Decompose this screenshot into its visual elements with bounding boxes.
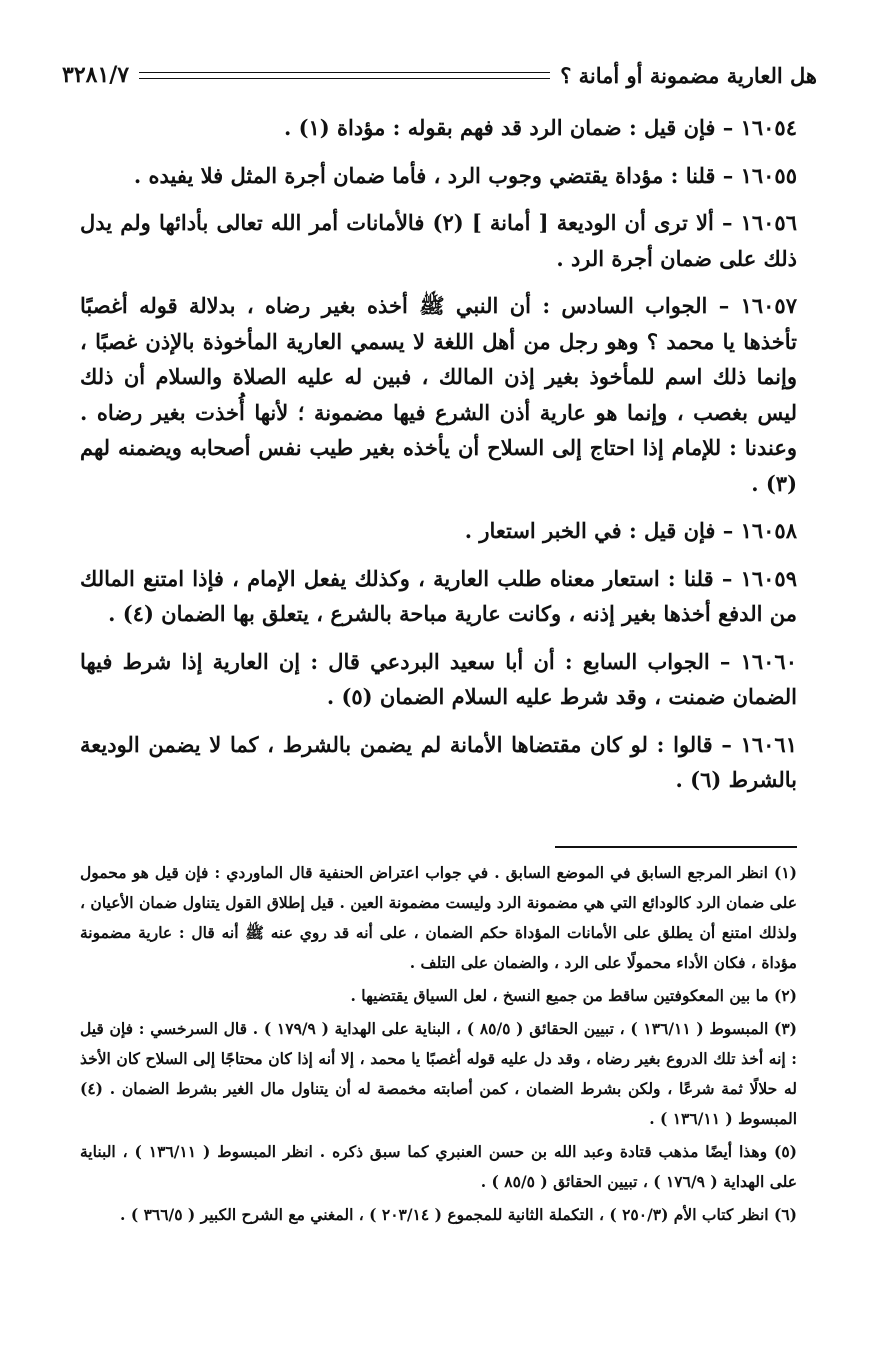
- paragraph-text: – قلنا : مؤداة يقتضي وجوب الرد ، فأما ضمان أجرة المثل فلا يفيده .: [133, 162, 741, 188]
- paragraph-16061: [80, 727, 797, 798]
- running-header: [62, 58, 817, 92]
- footnote-5: (٥) وهذا أيضًا مذهب قتادة وعبد الله بن حسن العنبري كما سبق ذكره . انظر المبسوط ( ١٣٦/١١ ) ، البناية على الهداية ( ١٧٦/٩ ) ، تبيين الحقائق ( ٨٥/٥ ) .: [80, 1142, 797, 1191]
- paragraph-number: ١٦٠٥٩: [740, 565, 797, 591]
- page-number: ٣٢٨١/٧: [62, 62, 130, 88]
- paragraph-16059: [80, 561, 797, 632]
- paragraph-number: ١٦٠٥٥: [740, 162, 797, 188]
- footnote-1: (١) انظر المرجع السابق في الموضع السابق . في جواب اعتراض الحنفية قال الماوردي : فإن قيل هو محمول على ضمان الرد كالودائع التي هي مضمونة الرد وليست مضمونة العين . قيل إطلاق القول يتناول ضمان الأعيان ، ولذلك امتنع أن يطلق على الأمانات المؤداة حكم الضمان ، على أنه قد روي عنه ﷺ أنه قال : عارية مضمونة مؤداة ، فكان الأداء محمولًا على الرد ، والضمان على التلف .: [80, 863, 797, 972]
- paragraph-16060: [80, 644, 797, 715]
- paragraph-16056: [80, 205, 797, 276]
- paragraph-number: ١٦٠٦١: [740, 731, 797, 757]
- paragraph-number: ١٦٠٥٤: [740, 115, 797, 140]
- paragraph-text: – فإن قيل : ضمان الرد قد فهم بقوله : مؤداة (١) .: [283, 115, 741, 140]
- footnote-3: (٣) المبسوط ( ١٣٦/١١ ) ، تبيين الحقائق ( ٨٥/٥ ) ، البناية على الهداية ( ١٧٩/٩ ) . قال السرخسي : فإن قيل : إنه أخذ تلك الدروع بغير رضاه ، وقد دل عليه قوله أغصبًا يا محمد ، إلا أنه إذا كان محتاجًا إلى السلاح كان الأخذ له حلالًا ثمة شرعًا ، ولكن بشرط الضمان ، كمن أصابته مخمصة له أن يتناول مال الغير بشرط الضمان . (٤) المبسوط ( ١٣٦/١١ ) .: [80, 1019, 798, 1128]
- paragraph-text: – قالوا : لو كان مقتضاها الأمانة لم يضمن بالشرط ، كما لا يضمن الوديعة بالشرط (٦) .: [80, 731, 797, 792]
- paragraph-text: – الجواب السابع : أن أبا سعيد البردعي قال : إن العارية إذا شرط فيها الضمان ضمنت ، وقد شرط عليه السلام الضمان (٥) .: [80, 648, 797, 709]
- chapter-title: هل العارية مضمونة أو أمانة ؟: [560, 62, 817, 88]
- footnote-separator: [555, 846, 797, 848]
- header-rule: [139, 72, 550, 79]
- footnotes: [80, 858, 797, 1233]
- paragraph-number: ١٦٠٥٧: [740, 293, 797, 318]
- paragraph-16057: [80, 288, 797, 501]
- paragraph-text: – قلنا : استعار معناه طلب العارية ، وكذلك يفعل الإمام ، فإذا امتنع المالك من الدفع أخذها بغير إذنه ، وكانت عارية مباحة بالشرع ، يتعلق بها الضمان (٤) .: [80, 565, 797, 626]
- paragraph-16055: [80, 158, 797, 194]
- footnote-2: (٢) ما بين المعكوفتين ساقط من جميع النسخ ، لعل السياق يقتضيها .: [350, 986, 797, 1005]
- footnote-6: (٦) انظر كتاب الأم (٢٥٠/٣ ) ، التكملة الثانية للمجموع ( ٢٠٣/١٤ ) ، المغني مع الشرح الكبير ( ٣٦٦/٥ ) .: [120, 1205, 797, 1224]
- paragraph-number: ١٦٠٦٠: [740, 648, 797, 674]
- paragraph-16058: [80, 513, 797, 549]
- main-text: [80, 110, 797, 810]
- paragraph-16054: [80, 110, 797, 146]
- paragraph-text: – فإن قيل : في الخبر استعار .: [464, 518, 741, 543]
- paragraph-text: – الجواب السادس : أن النبي ﷺ أخذه بغير رضاه ، بدلالة قوله أغصبًا تأخذها يا محمد ؟ وهو رجل من أهل اللغة لا يسمي العارية المأخوذة بالإذن غصبًا ، وإنما ذلك اسم للمأخوذ بغير إذن المالك ، فبين له عليه الصلاة والسلام أن ذلك ليس بغصب ، وإنما هو عارية أذن الشرع فيها مضمونة ؛ لأنها أُخذت بغير رضاه . وعندنا : للإمام إذا احتاج إلى السلاح أن يأخذه بغير طيب نفس أصحابه ويضمنه لهم (٣) .: [80, 293, 797, 496]
- paragraph-text: – ألا ترى أن الوديعة [ أمانة ] (٢) فالأمانات أمر الله تعالى بأدائها ولم يدل ذلك على ضمان أجرة الرد .: [80, 210, 797, 271]
- paragraph-number: ١٦٠٥٦: [740, 210, 797, 235]
- paragraph-number: ١٦٠٥٨: [740, 518, 797, 543]
